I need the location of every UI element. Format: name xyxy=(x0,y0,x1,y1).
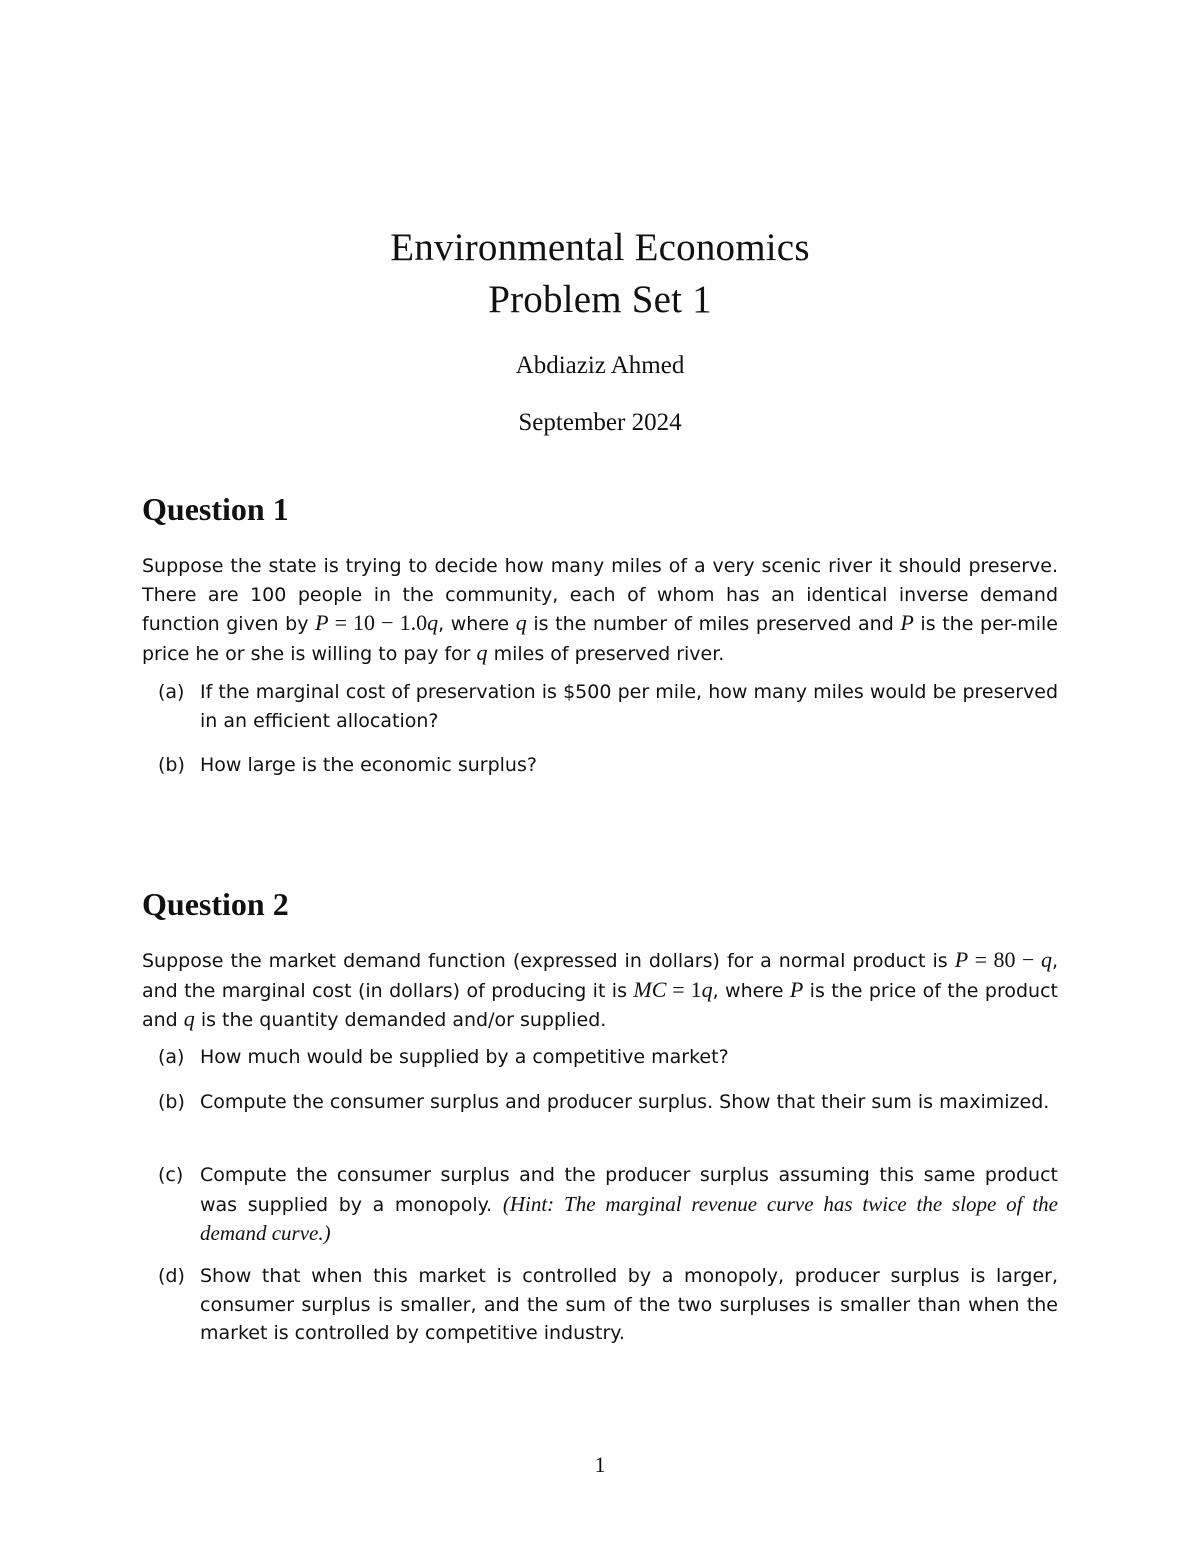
question-2-item-b xyxy=(158,1088,1058,1117)
item-label: (c) xyxy=(158,1164,184,1186)
item-text: How much would be supplied by a competitive market? xyxy=(200,1046,729,1068)
document-date: September 2024 xyxy=(518,409,682,436)
q1-math: q xyxy=(515,610,527,635)
q2-math: q xyxy=(701,976,713,1002)
question-2-item-c xyxy=(158,1161,1058,1249)
q1-text: , where xyxy=(438,613,516,635)
q2-equation: = 1 xyxy=(666,976,702,1002)
question-1-item-a xyxy=(158,678,1058,735)
q1-math: q xyxy=(476,639,488,665)
item-text: How large is the economic surplus? xyxy=(200,754,537,776)
item-label: (b) xyxy=(158,1091,185,1113)
q2-math: q xyxy=(1040,947,1052,972)
question-1-item-b xyxy=(158,751,1058,780)
q1-text: miles of preserved river. xyxy=(487,642,725,665)
title-line-2: Problem Set 1 xyxy=(488,278,712,321)
item-text: If the marginal cost of preservation is $500 per mile, how many miles would be preserved in an efficient allocation? xyxy=(200,681,1058,732)
q1-text: Suppose the state is trying to decide how many miles of a very scenic river it should preserve. There are 100 people in the community, each of whom has an identical inverse demand function given by xyxy=(142,555,1058,635)
q2-text: , and the marginal cost (in dollars) of producing it is xyxy=(142,950,1058,1002)
q1-equation: = 10 − 1.0 xyxy=(328,610,428,635)
question-2-item-a xyxy=(158,1043,1058,1072)
author-name: Abdiaziz Ahmed xyxy=(515,352,685,379)
q1-math: P xyxy=(315,610,329,635)
document-title xyxy=(0,222,1200,326)
item-text: Compute the consumer surplus and the producer surplus assuming this same product was supplied by a monopoly. xyxy=(200,1164,1058,1216)
q2-math: q xyxy=(183,1006,195,1031)
question-2-intro xyxy=(142,946,1058,1035)
item-label: (a) xyxy=(158,681,185,703)
q2-text: is the price of the product and xyxy=(142,979,1058,1031)
question-2-item-d xyxy=(158,1262,1058,1348)
page-number: 1 xyxy=(594,1452,606,1477)
item-label: (d) xyxy=(158,1265,185,1287)
q2-math: P xyxy=(789,976,804,1002)
q2-text: , where xyxy=(712,979,790,1002)
q2-math: P xyxy=(954,947,969,972)
q1-text: is the per-mile price he or she is willing to pay for xyxy=(142,613,1058,665)
question-1-intro xyxy=(142,552,1058,668)
question-1-heading: Question 1 xyxy=(142,491,289,527)
question-2-heading: Question 2 xyxy=(142,886,289,922)
q1-math: q xyxy=(427,610,439,635)
q2-text: Suppose the market demand function (expressed in dollars) for a normal product is xyxy=(142,950,955,972)
q2-text: is the quantity demanded and/or supplied. xyxy=(194,1009,607,1031)
item-text-wrapper xyxy=(200,1161,1058,1249)
q2-math: MC xyxy=(633,976,667,1002)
item-label: (a) xyxy=(158,1046,185,1068)
q1-text: is the number of miles preserved and xyxy=(526,613,901,635)
title-line-1: Environmental Economics xyxy=(390,226,810,269)
hint-text: (Hint: The marginal revenue curve has twice the slope of the demand curve.) xyxy=(200,1191,1059,1245)
item-text: Show that when this market is controlled by a monopoly, producer surplus is larger, consumer surplus is smaller, and the sum of the two surpluses is smaller than when the market is controlled by competitive industry. xyxy=(200,1265,1058,1344)
item-label: (b) xyxy=(158,754,185,776)
item-text: Compute the consumer surplus and producer surplus. Show that their sum is maximized. xyxy=(200,1091,1050,1113)
q2-equation: = 80 − xyxy=(968,947,1041,972)
q1-math: P xyxy=(900,610,914,635)
